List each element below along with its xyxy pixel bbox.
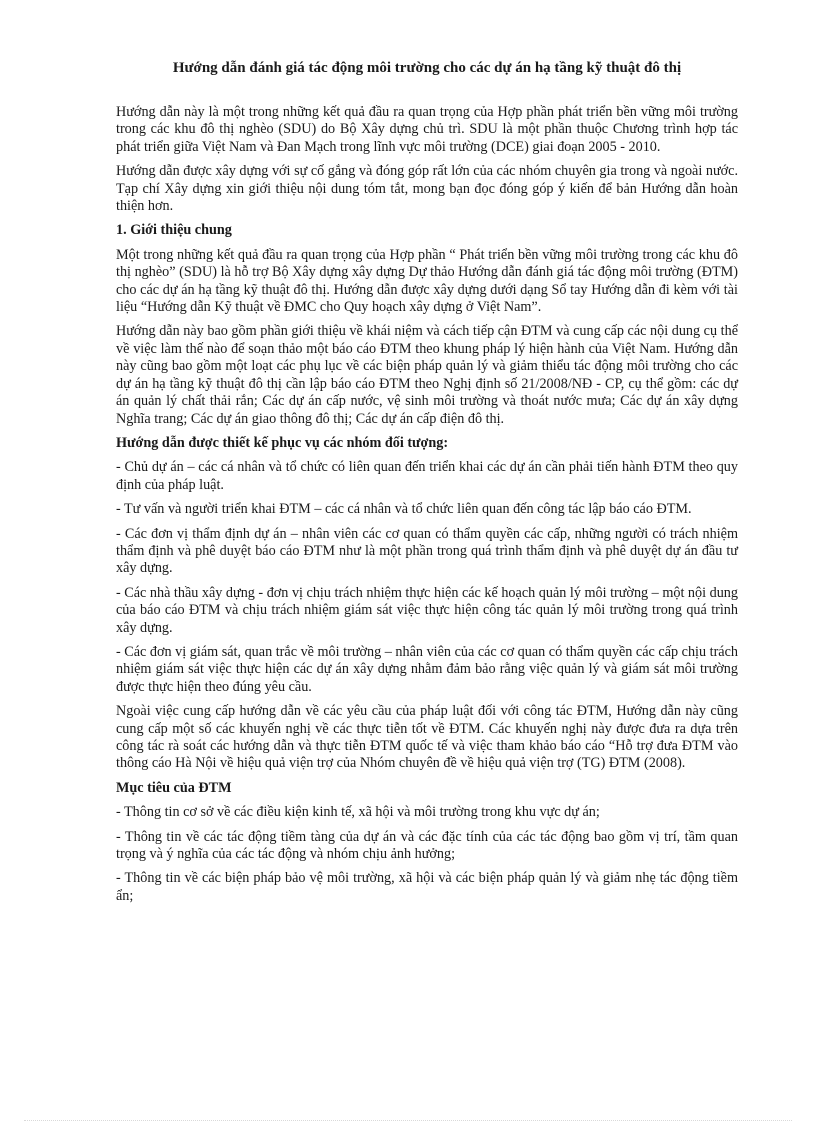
audience-item-1: - Chủ dự án – các cá nhân và tổ chức có liên quan đến triển khai các dự án cần phải tiến hành ĐTM theo quy định của pháp luật. — [116, 459, 738, 493]
section-heading-audience: Hướng dẫn được thiết kế phục vụ các nhóm đối tượng: — [116, 434, 449, 451]
objective-item-2: - Thông tin về các tác động tiềm tàng của dự án và các đặc tính của các tác động bao gồm vị trí, tầm quan trọng và ý nghĩa của các tác động và nhóm chịu ảnh hưởng; — [116, 828, 738, 863]
section-heading-introduction: 1. Giới thiệu chung — [116, 222, 232, 239]
audience-closing-paragraph: Ngoài việc cung cấp hướng dẫn về các yêu cầu của pháp luật đối với công tác ĐTM, Hướng dẫn này cũng cung cấp một số các khuyến nghị về các thực tiễn tốt về ĐTM. Các khuyến nghị này được đưa ra dựa trên công tác rà soát các hướng dẫn và thực tiễn ĐTM quốc tế và việc tham khảo báo cáo “Hỗ trợ đưa ĐTM vào thông cáo Hà Nội về hiệu quả viện trợ của Nhóm chuyên đề về hiệu quả viện trợ (TG) ĐTM (2008). — [116, 703, 738, 772]
audience-item-3: - Các đơn vị thẩm định dự án – nhân viên các cơ quan có thẩm quyền các cấp, những người có trách nhiệm thẩm định và phê duyệt báo cáo ĐTM như là một phần trong quá trình thẩm định và phê duyệt dự án đầu tư xây dựng. — [116, 525, 738, 577]
page-bottom-divider — [24, 1120, 792, 1121]
document-title: Hướng dẫn đánh giá tác động môi trường cho các dự án hạ tầng kỹ thuật đô thị — [172, 60, 682, 76]
audience-item-4: - Các nhà thầu xây dựng - đơn vị chịu trách nhiệm thực hiện các kế hoạch quản lý môi trường – một nội dung của báo cáo ĐTM và chịu trách nhiệm giám sát việc thực hiện công tác quản lý môi trường trong quá trình xây dựng. — [116, 584, 738, 636]
section-heading-objectives: Mục tiêu của ĐTM — [116, 779, 232, 796]
intro-paragraph-2: Hướng dẫn được xây dựng với sự cố gắng và đóng góp rất lớn của các nhóm chuyên gia trong và ngoài nước. Tạp chí Xây dựng xin giới thiệu nội dung tóm tắt, mong bạn đọc đóng góp ý kiến để bản Hướng dẫn hoàn thiện hơn. — [116, 163, 738, 215]
audience-item-2: - Tư vấn và người triển khai ĐTM – các cá nhân và tổ chức liên quan đến công tác lập báo cáo ĐTM. — [116, 501, 692, 518]
audience-item-5: - Các đơn vị giám sát, quan trắc về môi trường – nhân viên của các cơ quan có thẩm quyền các cấp chịu trách nhiệm giám sát việc thực hiện các dự án xây dựng nhằm đảm bảo rằng việc quản lý và giám sát môi trường được thực hiện theo đúng yêu cầu. — [116, 643, 738, 695]
introduction-paragraph-2: Hướng dẫn này bao gồm phần giới thiệu về khái niệm và cách tiếp cận ĐTM và cung cấp các nội dung cụ thể về việc làm thế nào để soạn thảo một báo cáo ĐTM theo khung pháp lý hiện hành của Việt Nam. Hướng dẫn này cũng bao gồm một loạt các phụ lục về các biện pháp quản lý và giảm thiểu tác động môi trường cho các dự án hạ tầng kỹ thuật đô thị cần lập báo cáo ĐTM theo Nghị định số 21/2008/NĐ - CP, cụ thể gồm: các dự án quản lý chất thải rắn; Các dự án cấp nước, vệ sinh môi trường và thoát nước mưa; Các dự án xây dựng Nghĩa trang; Các dự án giao thông đô thị; Các dự án cấp điện đô thị. — [116, 323, 738, 427]
objective-item-1: - Thông tin cơ sở về các điều kiện kinh tế, xã hội và môi trường trong khu vực dự án; — [116, 804, 600, 821]
objective-item-3: - Thông tin về các biện pháp bảo vệ môi trường, xã hội và các biện pháp quản lý và giảm nhẹ tác động tiềm ẩn; — [116, 870, 738, 904]
introduction-paragraph-1: Một trong những kết quả đầu ra quan trọng của Hợp phần “ Phát triển bền vững môi trường trong các khu đô thị nghèo” (SDU) là hỗ trợ Bộ Xây dựng xây dựng Dự thảo Hướng dẫn đánh giá tác động môi trường (ĐTM) cho các dự án hạ tầng kỹ thuật đô thị. Hướng dẫn được xây dựng dưới dạng Sổ tay Hướng dẫn đi kèm với tài liệu “Hướng dẫn Kỹ thuật về ĐMC cho Quy hoạch xây dựng ở Việt Nam”. — [116, 246, 738, 316]
intro-paragraph-1: Hướng dẫn này là một trong những kết quả đầu ra quan trọng của Hợp phần phát triển bền vững môi trường trong các khu đô thị nghèo (SDU) do Bộ Xây dựng chủ trì. SDU là một phần thuộc Chương trình hợp tác phát triển giữa Việt Nam và Đan Mạch trong lĩnh vực môi trường (DCE) giai đoạn 2005 - 2010. — [116, 104, 738, 155]
document-page — [116, 58, 738, 912]
